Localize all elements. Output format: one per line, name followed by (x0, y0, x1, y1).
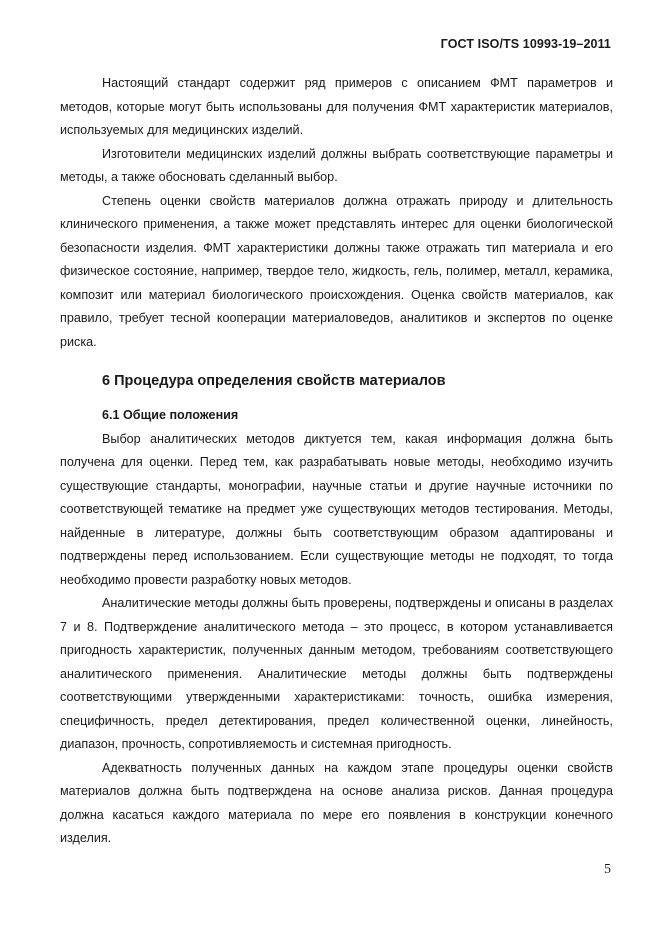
document-header-id: ГОСТ ISO/TS 10993-19–2011 (440, 37, 611, 51)
paragraph: Степень оценки свойств материалов должна отражать природу и длительность клинического применения, а также может представлять интерес для оценки биологической безопасности изделия. ФМТ характеристики должны также отражать тип материала и его физическое состояние, например, твердое тело, жидкость, гель, полимер, металл, керамика, композит или материал биологического происхождения. Оценка свойств материалов, как правило, требует тесной кооперации материаловедов, аналитиков и экспертов по оценке риска. (60, 193, 613, 349)
paragraph: Изготовители медицинских изделий должны выбрать соответствующие параметры и методы, а также обосновать сделанный выбор. (60, 146, 613, 184)
paragraph: Адекватность полученных данных на каждом этапе процедуры оценки свойств материалов должна быть подтверждена на основе анализа рисков. Данная процедура должна касаться каждого материала по мере его появления в конструкции конечного изделия. (60, 760, 613, 845)
document-body (60, 72, 613, 851)
paragraph: Настоящий стандарт содержит ряд примеров с описанием ФМТ параметров и методов, которые могут быть использованы для получения ФМТ характеристик материалов, используемых для медицинских изделий. (60, 76, 613, 137)
subsection-heading: 6.1 Общие положения (102, 408, 239, 422)
paragraph: Аналитические методы должны быть проверены, подтверждены и описаны в разделах 7 и 8. Подтверждение аналитического метода – это процесс, в котором устанавливается пригодность характеристик, полученных данным методом, требованиям соответствующего аналитического применения. Аналитические методы должны быть подтверждены соответствующими утвержденными характеристиками: точность, ошибка измерения, специфичность, предел детектирования, предел количественной оценки, линейность, диапазон, прочность, сопротивляемость и системная пригодность. (60, 596, 613, 751)
section-heading: 6 Процедура определения свойств материалов (102, 373, 446, 389)
paragraph: Выбор аналитических методов диктуется тем, какая информация должна быть получена для оценки. Перед тем, как разрабатывать новые методы, необходимо изучить существующие стандарты, монографии, научные статьи и другие научные источники по соответствующей тематике на предмет уже существующих методов тестирования. Методы, найденные в литературе, должны быть соответствующим образом адаптированы и подтверждены перед использованием. Если существующие методы не подходят, то тогда необходимо провести разработку новых методов. (60, 431, 613, 587)
page-number: 5 (604, 862, 611, 877)
